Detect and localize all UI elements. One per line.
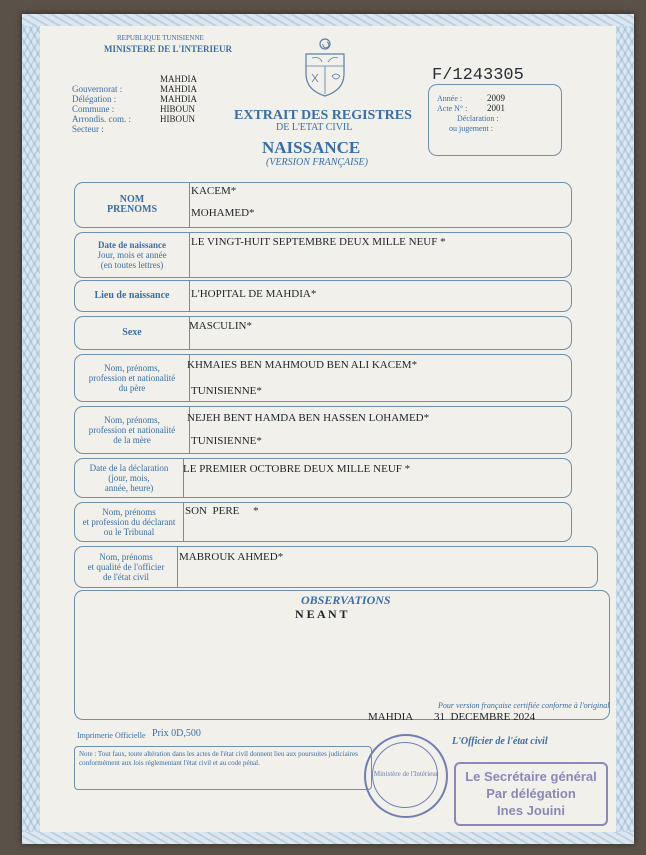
- title-naissance: NAISSANCE: [262, 138, 361, 157]
- officer-title: L'Officier de l'état civil: [452, 736, 548, 747]
- mere-label-1: Nom, prénoms,: [104, 415, 160, 425]
- observations-value: N E A N T: [295, 607, 348, 621]
- sexe-value: MASCULIN*: [189, 320, 252, 332]
- place-value: MAHDIA: [368, 711, 414, 723]
- mere-label: [75, 407, 190, 453]
- nom-label: NOM: [119, 194, 145, 205]
- date-value: 31 DECEMBRE 2024: [434, 711, 536, 723]
- declaration-date-value: LE PREMIER OCTOBRE DEUX MILLE NEUF *: [183, 463, 411, 475]
- secretary-stamp: [454, 762, 608, 826]
- guilloche-border-bottom: [22, 832, 634, 844]
- officier-label: [75, 547, 178, 587]
- row-pere: [74, 354, 572, 402]
- date-naissance-value: LE VINGT-HUIT SEPTEMBRE DEUX MILLE NEUF *: [191, 236, 446, 248]
- pere-nationalite-value: TUNISIENNE*: [191, 385, 262, 397]
- row-date-naissance: [74, 232, 572, 278]
- ministry-label: MINISTERE DE L'INTERIEUR: [104, 44, 233, 54]
- label-delegation: Délégation :: [72, 94, 117, 104]
- reference-box: [428, 84, 562, 156]
- label-commune: Commune :: [72, 104, 115, 114]
- mere-label-2: profession et nationalité: [88, 425, 176, 435]
- value-arrondissement: HIBOUN: [160, 104, 195, 114]
- row-mere: [74, 406, 572, 454]
- acte-label: Acte N° :: [437, 104, 468, 113]
- certification-text: Pour version française certifiée conforme à l'original: [438, 701, 610, 710]
- republic-label: REPUBLIQUE TUNISIENNE: [117, 34, 204, 42]
- decl-label-3: année, heure): [104, 483, 154, 493]
- guilloche-border-right: [616, 14, 634, 844]
- mere-nationalite-value: TUNISIENNE*: [191, 435, 262, 447]
- annee-label: Année :: [437, 94, 463, 103]
- lieu-naissance-value: L'HOPITAL DE MAHDIA*: [191, 288, 317, 300]
- date-label-sub1: Jour, mois et année: [97, 250, 167, 260]
- declarant-label: [75, 503, 184, 541]
- lieu-naissance-label: Lieu de naissance: [75, 281, 190, 311]
- officier-label-3: de l'état civil: [102, 572, 150, 582]
- nom-value: KACEM*: [191, 185, 237, 197]
- title-etat-civil: DE L'ETAT CIVIL: [276, 122, 353, 133]
- officier-label-2: et qualité de l'officier: [87, 562, 165, 572]
- sexe-label: Sexe: [75, 317, 190, 349]
- row-declarant: [74, 502, 572, 542]
- declarant-label-2: et profession du déclarant: [82, 517, 176, 527]
- date-label-main: Date de naissance: [98, 240, 166, 250]
- mere-label-3: de la mère: [113, 435, 151, 445]
- declarant-label-1: Nom, prénoms: [102, 507, 156, 517]
- value-commune: MAHDIA: [160, 94, 197, 104]
- declarant-value: SON PERE *: [185, 505, 259, 517]
- pere-nom-value: KHMAIES BEN MAHMOUD BEN ALI KACEM*: [187, 359, 418, 371]
- legal-note-box: [74, 746, 372, 790]
- row-lieu-naissance: [74, 280, 572, 312]
- annee-value: 2009: [487, 93, 505, 103]
- birth-certificate: [22, 14, 634, 844]
- date-naissance-label: [75, 233, 190, 277]
- value-gouvernorat: MAHDIA: [160, 74, 197, 84]
- declarant-label-3: ou le Tribunal: [103, 527, 155, 537]
- declaration-date-label: [75, 459, 184, 497]
- label-gouvernorat: Gouvernorat :: [72, 84, 123, 94]
- officier-value: MABROUK AHMED*: [179, 551, 284, 563]
- row-nom-prenoms: [74, 182, 572, 228]
- printer-label: Imprimerie Officielle: [77, 731, 146, 740]
- prenoms-value: MOHAMED*: [191, 207, 255, 219]
- value-delegation: MAHDIA: [160, 84, 197, 94]
- stamp-text: Le Secrétaire général Par délégation Ines Jouini: [465, 769, 597, 818]
- title-version: (VERSION FRANÇAISE): [266, 157, 368, 168]
- officier-label-1: Nom, prénoms: [99, 552, 153, 562]
- pere-label: [75, 355, 190, 401]
- seal-text: Ministère de l'Intérieur: [373, 770, 439, 778]
- value-secteur: HIBOUN: [160, 114, 195, 124]
- label-secteur: Secteur :: [72, 124, 104, 134]
- prenoms-label: PRENOMS: [107, 204, 157, 215]
- nom-prenoms-label: [75, 183, 190, 227]
- row-sexe: [74, 316, 572, 350]
- pere-label-1: Nom, prénoms,: [104, 363, 160, 373]
- acte-value: 2001: [487, 103, 505, 113]
- label-arrondissement: Arrondis. com. :: [72, 114, 131, 124]
- pere-label-2: profession et nationalité: [88, 373, 176, 383]
- guilloche-border-left: [22, 14, 40, 844]
- decl-label-1: Date de la déclaration: [89, 463, 169, 473]
- decl-label-2: (jour, mois,: [108, 473, 150, 483]
- pere-label-3: du père: [118, 383, 146, 393]
- guilloche-border-top: [22, 14, 634, 26]
- price-label: Prix 0D,500: [152, 728, 201, 739]
- row-officier: [74, 546, 598, 588]
- official-round-seal: [364, 734, 448, 818]
- mere-nom-value: NEJEH BENT HAMDA BEN HASSEN LOHAMED*: [187, 412, 430, 424]
- tunisia-coat-of-arms-icon: [298, 36, 352, 100]
- jugement-label: ou jugement :: [449, 124, 493, 133]
- legal-note-text: Note : Tout faux, toute altération dans les actes de l'état civil donnent lieu aux poursuites judiciaires conformément aux lois réglementant l'état civil et au code pénal.: [79, 750, 358, 767]
- row-declaration: [74, 458, 572, 498]
- title-extrait: EXTRAIT DES REGISTRES: [234, 108, 412, 123]
- declaration-label: Déclaration :: [457, 114, 499, 123]
- observations-title: OBSERVATIONS: [301, 593, 391, 607]
- serial-number: F/1243305: [432, 66, 524, 85]
- date-label-sub2: (en toutes lettres): [100, 260, 164, 270]
